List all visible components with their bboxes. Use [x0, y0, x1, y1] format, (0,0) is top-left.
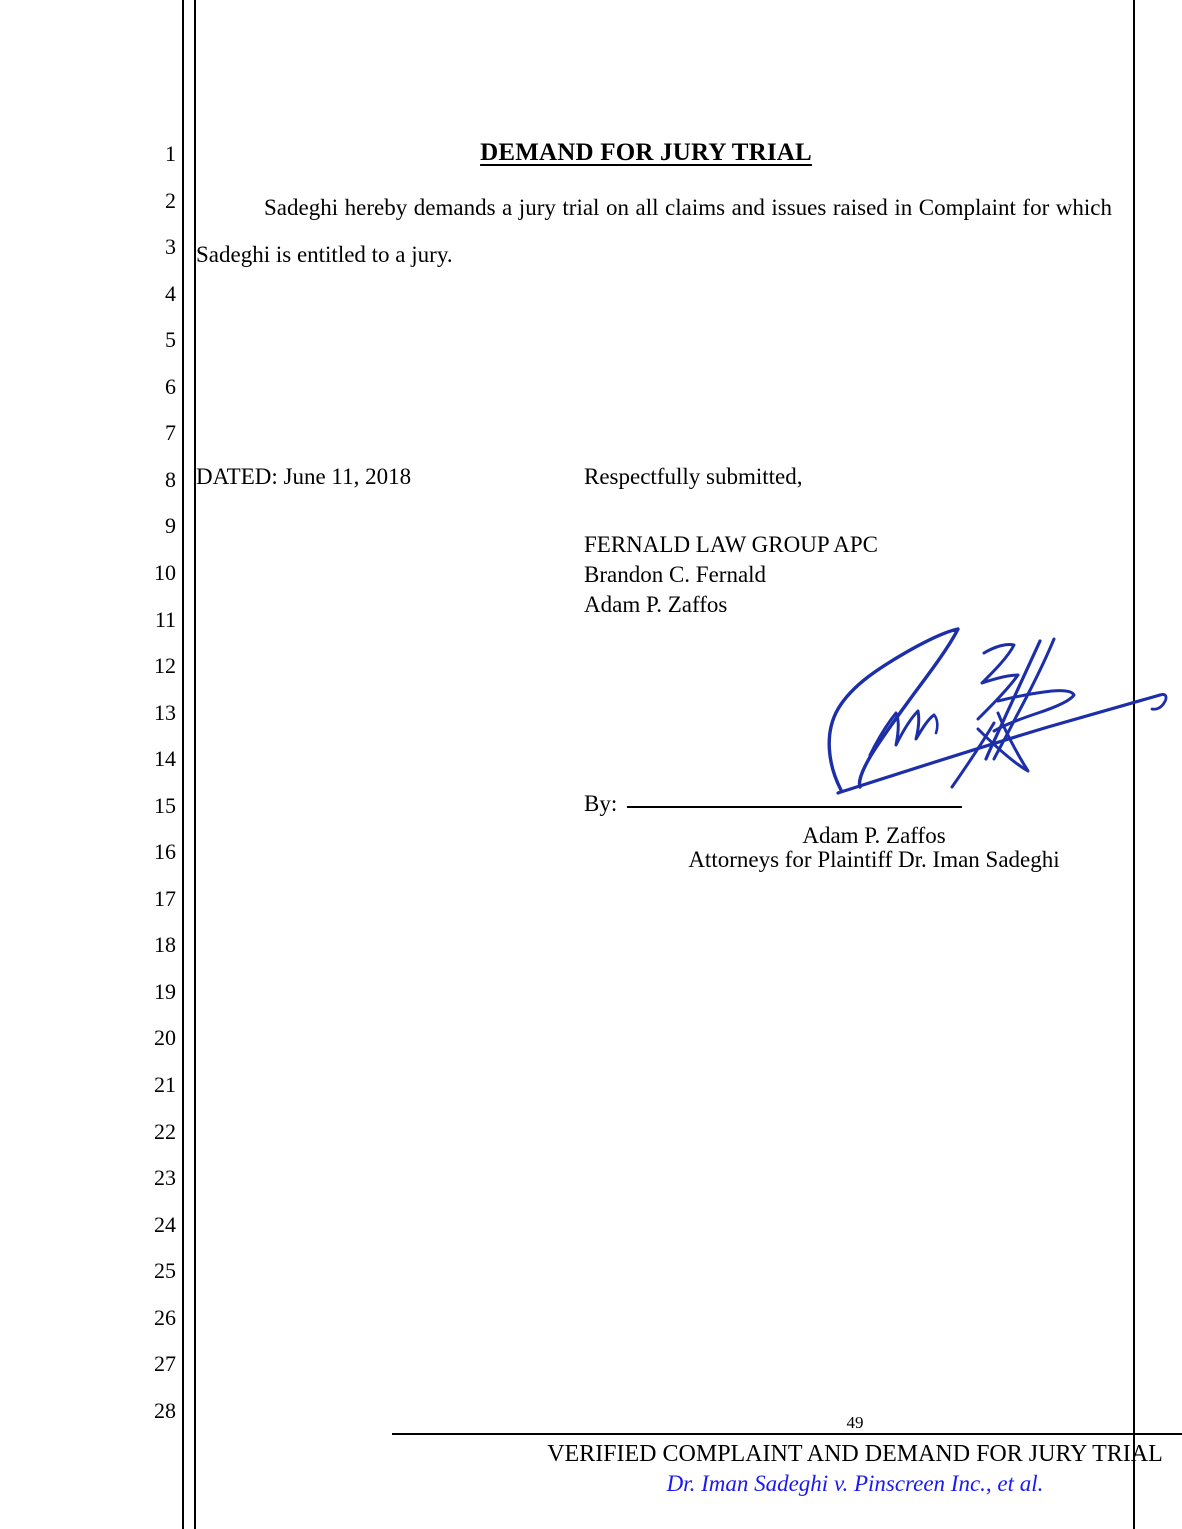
- line-number: 15: [154, 792, 176, 818]
- footer-case-caption: Dr. Iman Sadeghi v. Pinscreen Inc., et al.: [666, 1471, 1044, 1496]
- footer-title: VERIFIED COMPLAINT AND DEMAND FOR JURY TRIAL: [547, 1441, 1163, 1467]
- line-number: 10: [154, 559, 176, 585]
- line-number: 12: [154, 653, 176, 679]
- line-number: 22: [154, 1118, 176, 1144]
- page-number: 49: [846, 1413, 864, 1432]
- line-number: 3: [165, 234, 176, 260]
- page-footer: [392, 1413, 1182, 1498]
- line-number: 26: [154, 1304, 176, 1330]
- signer-role: Attorneys for Plaintiff Dr. Iman Sadeghi: [688, 847, 1060, 872]
- line-number: 7: [165, 420, 176, 446]
- document-body: [196, 0, 1163, 1529]
- line-number: 5: [165, 327, 176, 353]
- dated-line: DATED: June 11, 2018: [196, 464, 412, 489]
- line-number: 21: [154, 1072, 176, 1097]
- body-paragraph: Sadeghi hereby demands a jury trial on all claims and issues raised in Complaint for which Sadeghi is entitled to a jury.: [196, 195, 1112, 267]
- line-number: 1: [165, 141, 176, 166]
- signature-by-row: [584, 790, 1164, 818]
- handwritten-signature-icon: [808, 605, 1182, 805]
- signature-rule: [627, 806, 962, 808]
- attorney-name-two: Adam P. Zaffos: [584, 592, 728, 617]
- line-number: 25: [154, 1258, 176, 1284]
- law-firm-name: FERNALD LAW GROUP APC: [584, 532, 879, 557]
- line-number: 24: [154, 1211, 176, 1237]
- signer-name: Adam P. Zaffos: [802, 823, 946, 848]
- line-number: 8: [165, 466, 176, 492]
- line-number: 6: [165, 373, 176, 399]
- line-number: 19: [154, 978, 176, 1004]
- line-number: 13: [154, 699, 176, 725]
- pleading-rule-right: [1133, 0, 1135, 1529]
- attorney-name-one: Brandon C. Fernald: [584, 562, 767, 587]
- line-number: 20: [154, 1025, 176, 1051]
- respectfully-submitted-text: Respectfully submitted,: [584, 464, 803, 489]
- line-number: 14: [154, 746, 176, 772]
- page-title: DEMAND FOR JURY TRIAL: [480, 139, 812, 166]
- line-number: 11: [154, 606, 176, 632]
- signature-block: [584, 463, 1120, 619]
- footer-divider: [392, 1433, 1182, 1435]
- line-number: 2: [165, 187, 176, 213]
- line-number: 17: [154, 885, 176, 911]
- pleading-rule-left-outer: [182, 0, 184, 1529]
- line-number: 9: [165, 513, 176, 539]
- line-number-gutter: [130, 0, 176, 1529]
- line-number: 18: [154, 932, 176, 958]
- line-number: 28: [154, 1397, 176, 1423]
- line-number: 4: [165, 280, 176, 306]
- by-label: By:: [584, 791, 618, 816]
- line-number: 27: [154, 1351, 176, 1377]
- line-number: 23: [154, 1165, 176, 1191]
- line-number: 16: [154, 839, 176, 865]
